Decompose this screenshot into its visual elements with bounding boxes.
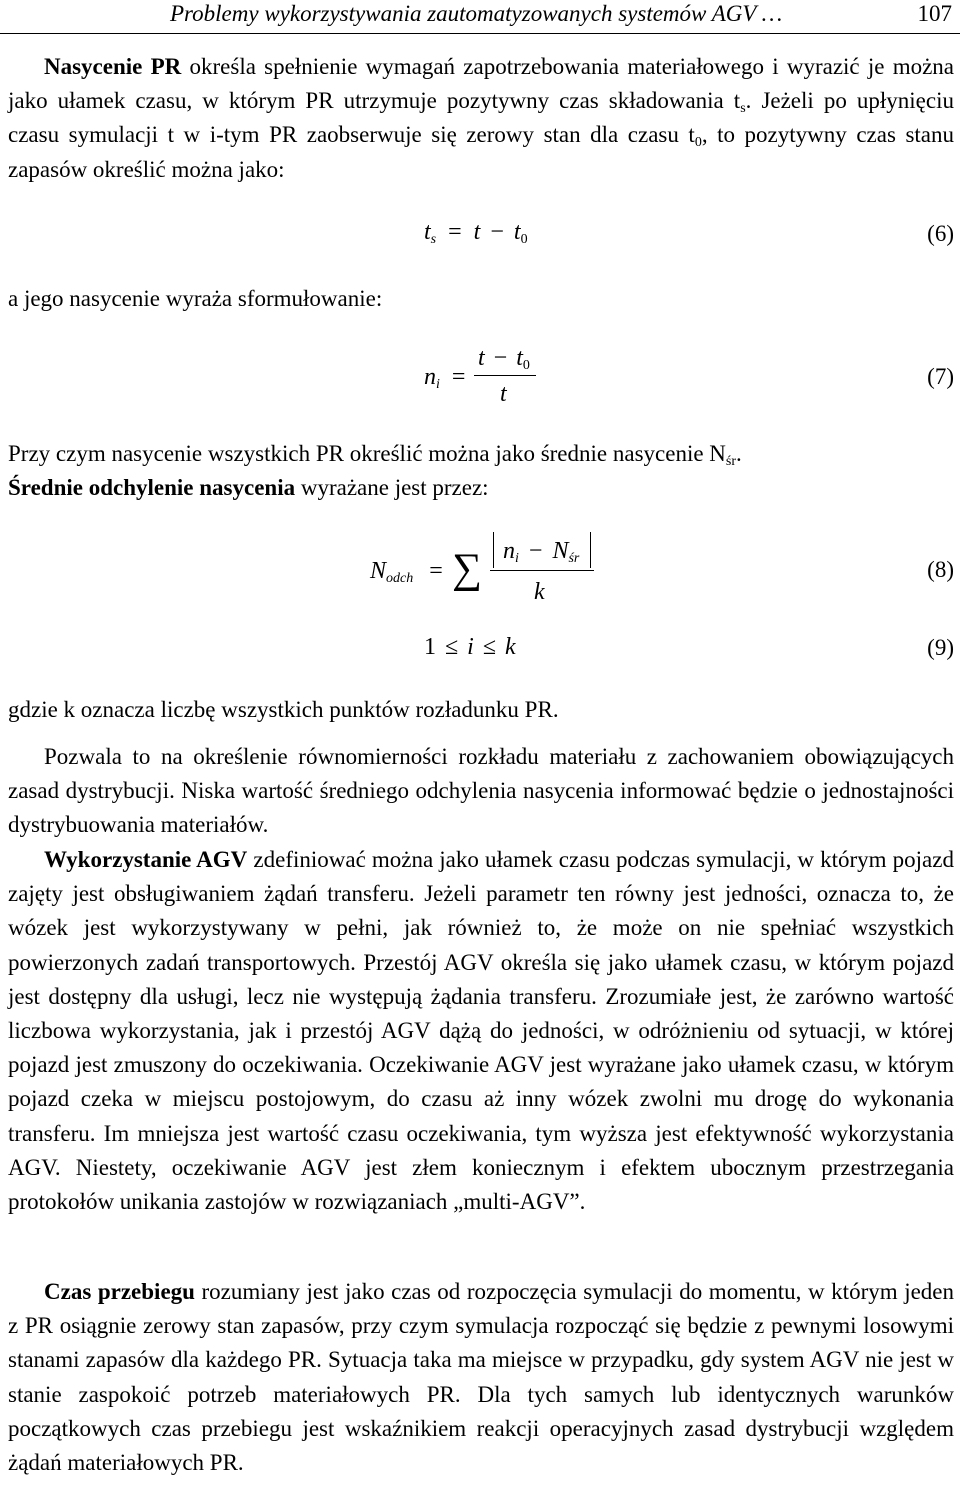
term-wykorzystanie: Wykorzystanie AGV [44,847,248,872]
eq9-le1: ≤ [445,634,459,660]
line-srednie-odchylenie [8,474,489,502]
header-rule [0,33,960,34]
eq6-lhs: t [424,219,431,245]
eq7-den: t [500,381,507,407]
para1-text3: , to pozytywny czas stanu zapasów określić można jako: [8,122,954,182]
eq7-equals: = [451,364,466,390]
eq8-num-n: n [503,538,515,564]
przy-text: Przy czym nasycenie wszystkich PR określić można jako średnie nasycenie N [8,441,726,466]
line-gdzie: gdzie k oznacza liczbę wszystkich punktów rozładunku PR. [8,697,559,722]
para4-text: rozumiany jest jako czas od rozpoczęcia symulacji do momentu, w którym jeden z PR osiągnie zerowy stan zapasów, przy czym symulacja rozpocząć się będzie z pewnymi losowymi stanami zapasów dla każdego PR. Sytuacja taka ma miejsce w przypadku, gdy system AGV nie jest w stanie zaspokoić potrzeb materiałowych PR. Dla tych samych lub identycznych warunków początkowych czas przebiegu jest wskaźnikiem reakcji operacyjnych zasad dystrybucji względem żądań materiałowych PR. [8,1279,955,1476]
eq9-k: k [505,634,516,660]
eq9-number: (9) [927,635,954,660]
eq8-num-N: N [552,538,569,564]
eq6-number: (6) [927,221,954,246]
przy-end: . [736,441,742,466]
para1-text: określa spełnienie wymagań zapotrzebowania materiałowego i wyrazić je można jako ułamek czasu, w którym PR utrzymuje pozytywny czas składowania t [8,54,954,114]
line-nasycenie-sformulowanie: a jego nasycenie wyraża sformułowanie: [8,286,383,311]
eq7-num-t0: t [516,345,523,371]
eq8-den: k [534,579,545,605]
eq6-t0-sub: 0 [520,232,528,247]
paragraph-pozwala: Pozwala to na określenie równomierności rozkładu materiału z zachowaniem obowiązujących zasad dystrybucji. Niska wartość średniego odchylenia nasycenia informować będzie o jednostajności dystrybuowania materiałów. [8,744,954,838]
eq6-lhs-sub: s [430,232,437,247]
eq8-abs-left [493,532,494,568]
eq6-equals: = [448,219,462,245]
page-header [0,0,960,36]
eq7-lhs: n [424,364,436,390]
eq8-num-n-sub: i [515,551,519,566]
paragraph-czas-przebiegu [8,1275,954,1480]
eq7-num-t: t [478,345,485,371]
eq7-minus: − [493,345,508,371]
eq6-t0: t [513,219,521,245]
term-czas-przebiegu: Czas przebiegu [44,1279,195,1304]
para1-sub-0: 0 [694,135,702,151]
srednie-text: wyrażane jest przez: [295,475,489,500]
eq9-one: 1 [424,634,436,660]
line-przy-czym [8,440,742,468]
eq8-equals: = [429,558,443,584]
para1-text2: . Jeżeli po upłynięciu czasu symulacji t w i-tym PR zaobserwuje się zerowy stan dla czasu t [8,88,954,148]
running-title: Problemy wykorzystywania zautomatyzowanych systemów AGV … [170,1,783,26]
paragraph-nasycenie [8,50,954,187]
eq8-num-N-sub: śr [568,551,580,566]
eq7-num-t0-sub: 0 [522,358,530,373]
term-srednie-odchylenie: Średnie odchylenie nasycenia [8,475,296,500]
eq8-fraction-bar [490,570,594,571]
para1-sub-s: s [740,101,746,117]
przy-sub: śr [725,454,737,469]
eq7-number: (7) [927,364,954,389]
eq8-lhs-sub: odch [386,571,414,586]
eq8-lhs: N [370,558,387,584]
eq8-sum: ∑ [452,546,482,592]
eq9-i: i [467,634,474,660]
paragraph-wykorzystanie [8,843,954,1219]
eq9-le2: ≤ [482,634,497,660]
eq8-number: (8) [927,557,954,582]
eq7-fraction-bar [474,375,536,376]
eq6-t: t [473,219,481,245]
eq7-lhs-sub: i [436,377,440,392]
eq8-minus: − [528,538,543,564]
page-number: 107 [917,1,952,26]
para3-text: zdefiniować można jako ułamek czasu podczas symulacji, w którym pojazd zajęty jest obsługiwaniem żądań transferu. Jeżeli parametr ten równy jest jedności, oznacza to, że wózek jest wykorzystywany w pełni, jak również to, że może on nie spełniać wszystkich powierzonych zadań transportowych. Przestój AGV określa się jako ułamek czasu, w którym pojazd jest dostępny dla usługi, lecz nie występują żądania transferu. Zrozumiałe jest, że zarówno wartość liczbowa wykorzystania, jak i przestój AGV dążą do jedności, w odróżnieniu od sytuacji, w której pojazd jest zmuszony do oczekiwania. Oczekiwanie AGV jest wyrażane jako ułamek czasu, w którym pojazd czeka w miejscu postojowym, do czasu aż inny wózek zwolni mu drogę do wykonania transferu. Im mniejsza jest wartość czasu oczekiwania, tym wyższa jest efektywność wykorzystania AGV. Niestety, oczekiwanie AGV jest złem koniecznym i efektem ubocznym przestrzegania protokołów unikania zastojów w rozwiązaniach „multi-AGV”. [8,847,954,1215]
term-nasycenie: Nasycenie PR [44,54,182,79]
eq6-minus: − [490,219,504,245]
eq8-abs-right [590,532,591,568]
